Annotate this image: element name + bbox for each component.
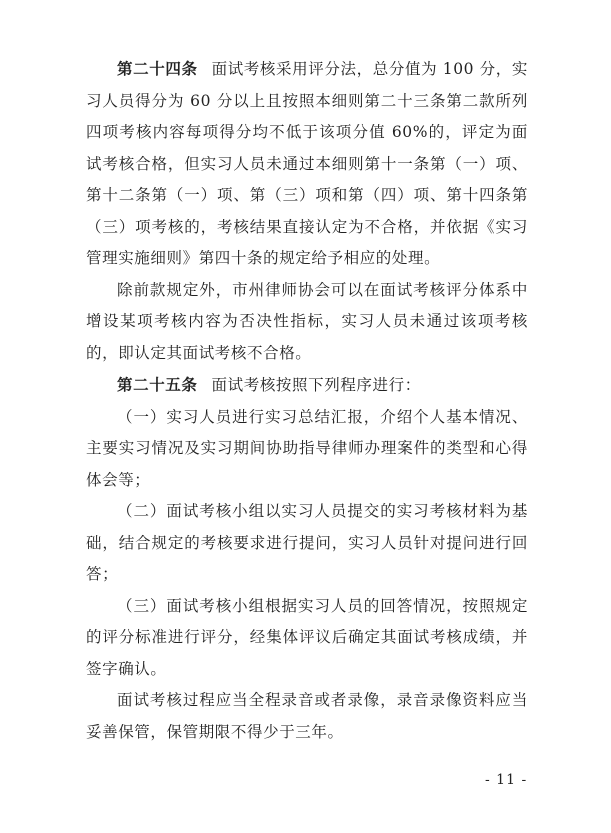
paragraph-text: 面试考核采用评分法，总分值为 100 分，实习人员得分为 60 分以上且按照本细则第二十三条第二款所列四项考核内容每项得分均不低于该项分值 60%的，评定为面试考核合格，但实习人员未通过本细则第十一条第（一）项、第十二条第（一）项、第（三）项和第（四）项、第十四条第（三）项考核的，考核结果直接认定为不合格，并依据《实习管理实施细则》第四十条的规定给予相应的处理。 xyxy=(86,60,528,267)
paragraph-recording xyxy=(86,685,528,748)
article-number: 第二十五条 xyxy=(117,375,198,394)
paragraph-text: （三）面试考核小组根据实习人员的回答情况，按照规定的评分标准进行评分，经集体评议后确定其面试考核成绩，并签字确认。 xyxy=(86,596,528,678)
paragraph-text: （一）实习人员进行实习总结汇报，介绍个人基本情况、主要实习情况及实习期间协助指导律师办理案件的类型和心得体会等； xyxy=(86,407,528,489)
article-number: 第二十四条 xyxy=(117,59,198,78)
paragraph-text: 除前款规定外，市州律师协会可以在面试考核评分体系中增设某项考核内容为否决性指标，实习人员未通过该项考核的，即认定其面试考核不合格。 xyxy=(86,280,528,362)
paragraph-veto-indicator xyxy=(86,275,528,370)
page-number: - 11 - xyxy=(485,772,528,788)
document-body xyxy=(86,53,528,748)
paragraph-article-24 xyxy=(86,53,528,275)
paragraph-text: （二）面试考核小组以实习人员提交的实习考核材料为基础，结合规定的考核要求进行提问，实习人员针对提问进行回答； xyxy=(86,502,528,583)
paragraph-text: 面试考核按照下列程序进行： xyxy=(211,376,421,394)
paragraph-procedure-2 xyxy=(86,496,528,591)
paragraph-procedure-1 xyxy=(86,402,528,497)
paragraph-text: 面试考核过程应当全程录音或者录像，录音录像资料应当妥善保管，保管期限不得少于三年。 xyxy=(86,691,528,741)
paragraph-article-25 xyxy=(86,369,528,402)
paragraph-procedure-3 xyxy=(86,591,528,686)
